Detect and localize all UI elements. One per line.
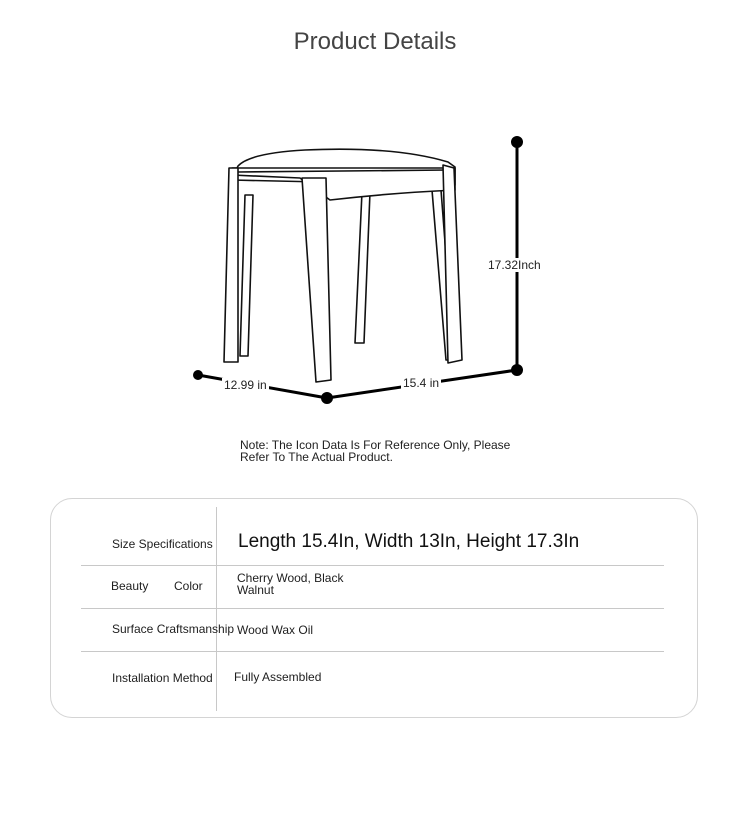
size-value: Length 15.4In, Width 13In, Height 17.3In [238, 531, 580, 552]
stool-dimension-diagram [0, 120, 750, 420]
row-divider [81, 651, 664, 652]
row-divider [81, 565, 664, 566]
beauty-label: Beauty [111, 579, 149, 593]
color-value [237, 572, 343, 596]
seat-apron [232, 168, 455, 200]
page-title: Product Details [293, 28, 457, 55]
installation-value: Fully Assembled [234, 670, 322, 684]
stool-drawing [0, 120, 750, 420]
front-left-leg [224, 168, 238, 362]
depth-label: 12.99 in [224, 378, 267, 392]
surface-value: Wood Wax Oil [237, 623, 314, 637]
note-line-1: Note: The Icon Data Is For Reference Only, Please [240, 438, 511, 452]
spec-table [50, 498, 698, 718]
back-middle-leg [355, 192, 370, 343]
size-label: Size Specifications [112, 537, 213, 551]
note-line-2: Refer To The Actual Product. [240, 450, 393, 464]
installation-label: Installation Method [112, 671, 213, 685]
height-label: 17.32Inch [488, 258, 541, 272]
surface-label: Surface Craftsmanship [112, 622, 235, 636]
reference-note [240, 439, 540, 463]
back-left-leg [240, 195, 253, 356]
column-divider [216, 507, 217, 711]
color-value-line-2: Walnut [237, 583, 274, 597]
front-center-leg [302, 178, 331, 382]
color-label: Color [174, 579, 203, 593]
row-divider [81, 608, 664, 609]
color-value-line-1: Cherry Wood, Black [237, 571, 344, 585]
width-label: 15.4 in [403, 376, 440, 390]
